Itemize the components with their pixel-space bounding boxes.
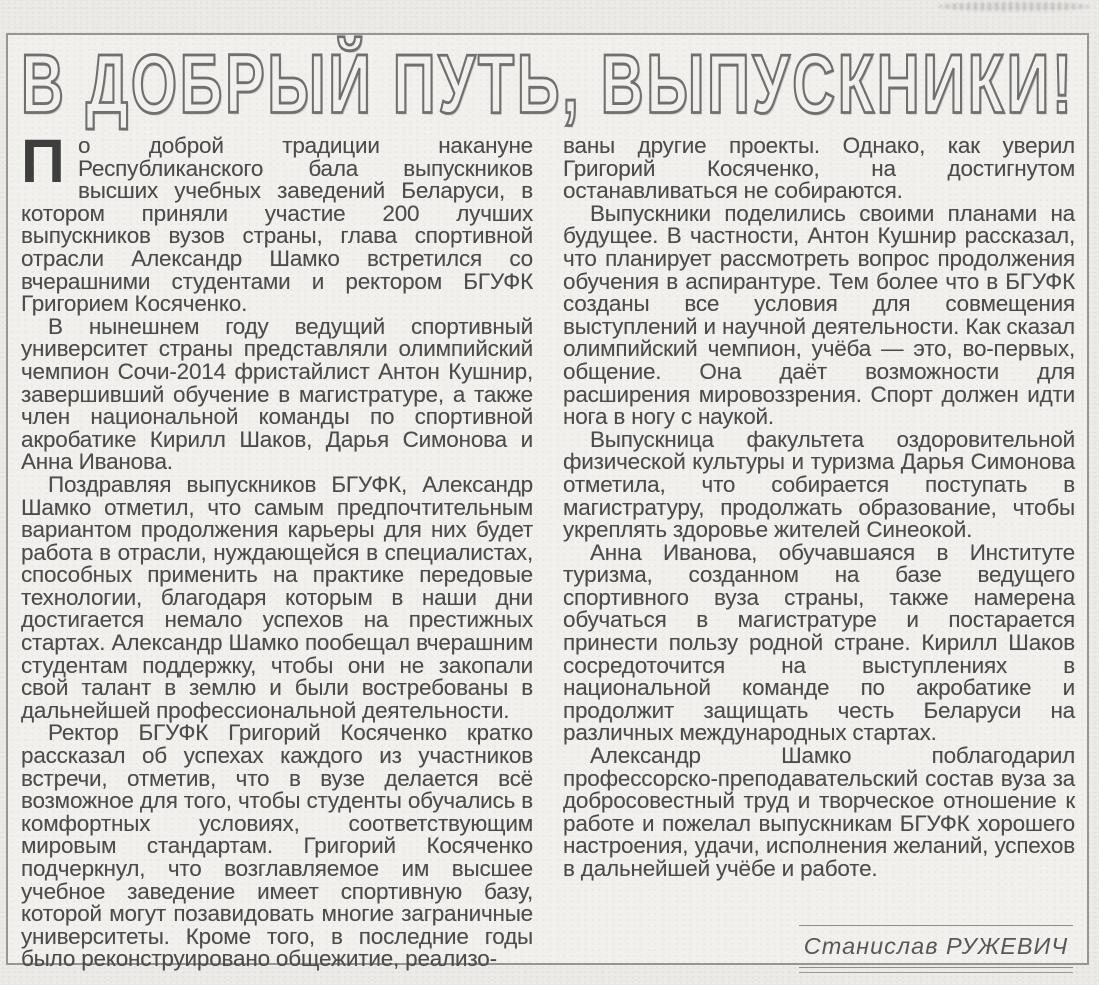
byline-author: Станислав РУЖЕВИЧ [803,932,1069,959]
headline-text: В ДОБРЫЙ ПУТЬ, ВЫПУСКНИКИ! [21,37,1075,131]
article-paragraph: В нынешнем году ведущий спортивный университет страны представляли олимпийский чемпион Сочи-2014 фристайлист Антон Кушнир, завершивший обучение в магистратуре, а также член национальной команды по спортивной акробатике Кирилл Шаков, Дарья Симонова и Анна Иванова. [21,313,533,475]
article-paragraph: Анна Иванова, обучавшаяся в Институте туризма, созданном на базе ведущего спортивного вуза страны, также намерена обучаться в магистратуре и постарается принести пользу родной стране. Кирилл Шаков сосредоточится на выступлениях в национальной команде по акробатике и продолжит защищать честь Беларуси на различных международных стартах. [563,539,1075,746]
article-paragraph: Ректор БГУФК Григорий Косяченко кратко рассказал об успехах каждого из участников встречи, отметив, что в вузе делается всё возможное для того, чтобы студенты обучались в комфортных условиях, соответствующим мировым стандартам. Григорий Косяченко подчеркнул, что возглавляемое им высшее учебное заведение имеет спортивную базу, которой могут позавидовать многие заграничные университеты. Кроме того, в последние годы было реконструировано общежитие, реализо- [21,720,533,972]
byline-rule-top [799,925,1073,926]
article-paragraph-continuation: ваны другие проекты. Однако, как уверил Григорий Косяченко, на достигнутом останавливаться не собираются. [563,133,1075,204]
column-left [21,127,533,973]
article-paragraph: Александр Шамко поблагодарил профессорско-преподавательский состав вуза за добросовестный труд и творческое отношение к работе и пожелал выпускникам БГУФК хорошего настроения, удачи, исполнения желаний, успехов в дальнейшей учёбе и работе. [563,743,1075,881]
headline [21,37,1075,131]
scanner-smudge-artifact [939,2,1089,11]
drop-cap: П [21,127,65,195]
article-paragraph: Поздравляя выпускников БГУФК, Александр Шамко отметил, что самым предпочтительным вариантом продолжения карьеры для них будет работа в отрасли, нуждающейся в специалистах, способных применить на практике передовые технологии, благодаря которым в наши дни достигается немало успехов на престижных стартах. Александр Шамко пообещал вчерашним студентам поддержку, чтобы они не закопали свой талант в землю и были востребованы в дальнейшей профессиональной деятельности. [21,471,533,723]
article-paragraph: Выпускники поделились своими планами на будущее. В частности, Антон Кушнир рассказал, что планирует рассмотреть вопрос продолжения обучения в аспирантуре. Тем более что в БГУФК созданы все условия для совмещения выступлений и научной деятельности. Как сказал олимпийский чемпион, учёба — это, во-первых, общение. Она даёт возможности для расширения мировоззрения. Спорт должен идти нога в ногу с наукой. [563,200,1075,430]
byline-rule-bottom [799,967,1073,973]
byline-block [799,925,1073,973]
lede-text: о доброй традиции накануне Республиканского бала выпускников высших учебных заведений Беларуси, в котором приняли участие 200 лучших выпускников вузов страны, глава спортивной отрасли Александр Шамко встретился со вчерашними студентами и ректором БГУФК Григорием Косяченко. [21,133,533,317]
lede-paragraph [21,127,533,317]
article-frame [6,33,1089,972]
article-columns [21,127,1075,973]
column-right [563,135,1075,973]
article-paragraph: Выпускница факультета оздоровительной физической культуры и туризма Дарья Симонова отметила, что собирается поступать в магистратуру, продолжать образование, чтобы укреплять здоровье жителей Синеокой. [563,426,1075,543]
